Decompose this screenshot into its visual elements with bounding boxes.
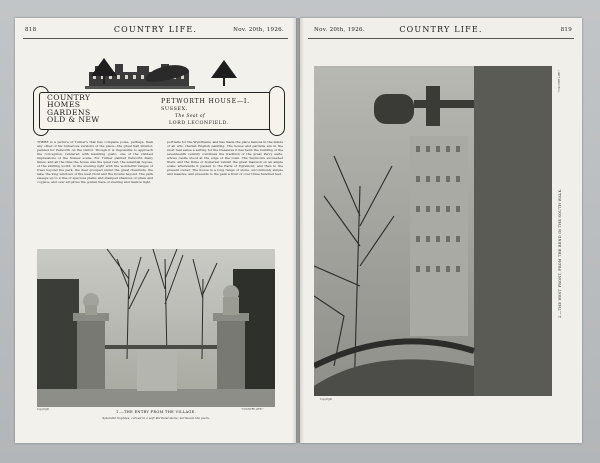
tree-icon: [91, 58, 117, 76]
body-column-2: [167, 140, 283, 176]
photo-credit: Copyright: [37, 408, 50, 411]
body-column-1: [37, 140, 153, 185]
photo-credit: Copyright: [320, 398, 333, 401]
series-line: COUNTRY: [47, 93, 91, 102]
article-title: PETWORTH HOUSE—I.: [161, 98, 250, 105]
photo-caption: [558, 138, 568, 368]
article-county: SUSSEX.: [161, 106, 188, 112]
article-owner: LORD LECONFIELD.: [169, 121, 229, 126]
photo-caption-text: 2.—THE WEST FRONT, FROM THE BEND IN THE SOUTH WALK.: [558, 188, 562, 318]
scroll-curl-right: [269, 86, 285, 136]
left-header-rule: [23, 38, 288, 39]
entry-gate-photo: [37, 249, 275, 407]
series-line: GARDENS: [47, 107, 91, 117]
series-banner: [29, 46, 281, 136]
left-page-number: 818: [25, 27, 37, 33]
series-line: OLD & NEW: [47, 115, 100, 125]
photo-caption: 1.—THE ENTRY FROM THE VILLAGE.: [116, 410, 196, 414]
photo-subcaption: Splendid trophies, carved in a soft Portland stone, surmount the piers.: [102, 416, 210, 420]
right-header-rule: [308, 38, 574, 39]
tree-trunk: [223, 78, 225, 86]
series-title: [47, 94, 105, 124]
right-page-header: [300, 24, 582, 36]
body-paragraph: portraits for the Wyndhams, and has made the place famous in the minds of all who cherish English painting. The house and gardens are in the most real sense a setting for the treasures it has held; the building of the seventeenth century continues the tradition of the great Percy earls, whose castle stood at the edge of the town. The Seymours succeeded them, and the Duke of Somerset rebuilt the great mansion on an ample scale; afterwards it passed to the Earls of Egremont, and then to the present owner. The house is a long range of stone, uncommonly simple and massive, and presents to the park a front of over three hundred feet.: [167, 140, 283, 177]
tree-trunk: [103, 76, 105, 84]
right-page: [300, 18, 582, 443]
left-running-title: COUNTRY LIFE.: [113, 25, 198, 34]
west-front-photo: [314, 66, 552, 396]
right-page-number: 819: [560, 27, 572, 33]
body-paragraph: THERE is a picture of Turner's that has complete poise, perhaps, than any other of his numerous versions of the place—the great hall interior, painted for Petworth on the visitor. Though it is impossible to approach the conception, rendered with haunting gusto, one of the vividest impressions of the Sussex scene. For Turner painted Petworth many times, and all the time the house was the quiet rest, the essential repose, of the shifting world; in the evening light with the wonderful ranges of trees beyond the park, the deer grouped under the great chestnuts, the lake, the long windows of the west front and the Downs beyond. The park sweeps up to a rise of spacious plains and stamped shadows of grass and coppice, and over all glows the golden haze of evening and mellow light.: [37, 140, 153, 185]
photo-credit: "COUNTRY LIFE.": [558, 70, 561, 93]
right-page-date: Nov. 20th, 1926.: [314, 27, 365, 33]
left-page: [15, 18, 296, 443]
left-page-date: Nov. 20th, 1926.: [233, 27, 284, 33]
photo-credit: "COUNTRY LIFE.": [241, 408, 264, 411]
tree-icon: [211, 60, 237, 78]
series-line: HOMES: [47, 100, 81, 110]
seat-of-label: The Seat of: [175, 114, 205, 119]
right-running-title: COUNTRY LIFE.: [399, 25, 483, 34]
left-page-header: [15, 24, 296, 36]
